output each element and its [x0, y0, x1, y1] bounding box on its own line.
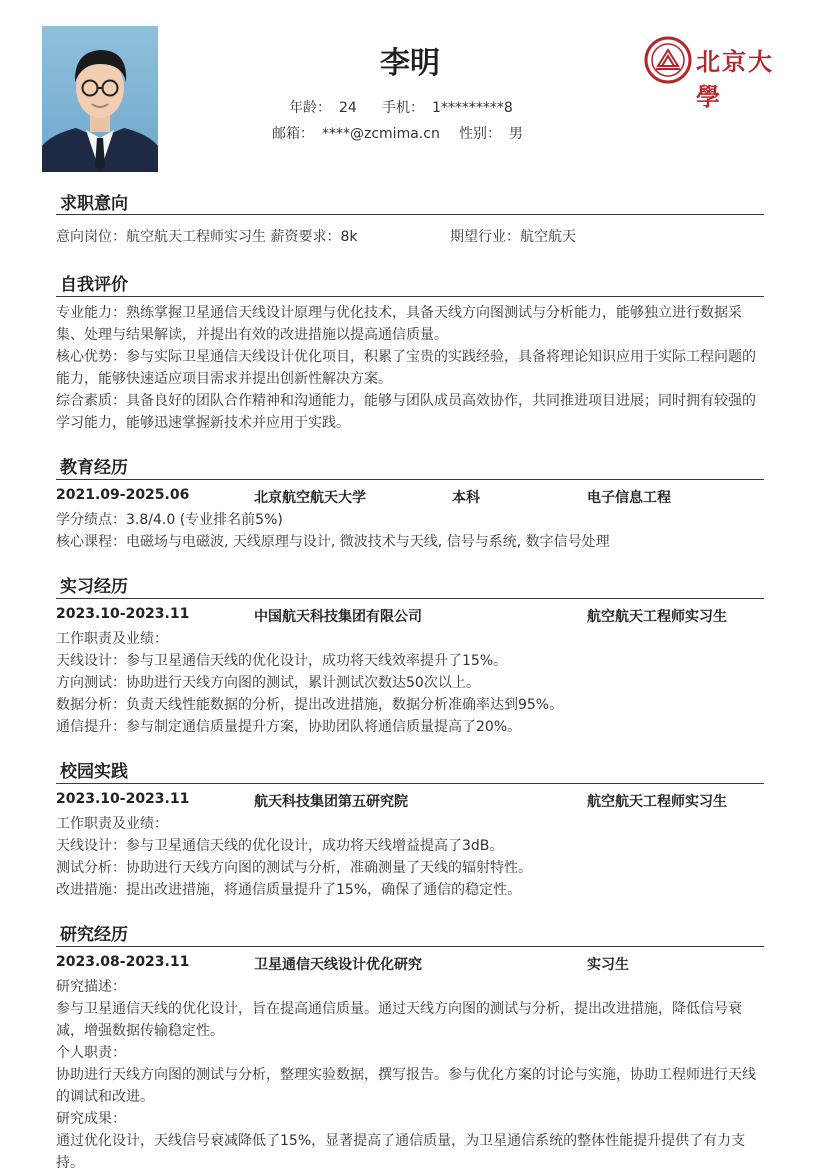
- gender-field: [459, 123, 523, 143]
- phone-value: 1*********8: [432, 100, 513, 116]
- salary-value: 8k: [340, 229, 358, 245]
- internship-line: 通信提升：参与制定通信质量提升方案，协助团队将通信质量提高了20%。: [56, 719, 522, 735]
- research-role: 实习生: [587, 957, 629, 973]
- research-desc-label: 研究描述：: [56, 979, 126, 995]
- age-field: [289, 97, 357, 117]
- section-divider: [56, 479, 764, 480]
- research-project: 卫星通信天线设计优化研究: [254, 957, 422, 973]
- internship-company: 中国航天科技集团有限公司: [254, 609, 422, 625]
- section-divider: [56, 214, 764, 215]
- campus-org: 航天科技集团第五研究院: [254, 794, 408, 810]
- section-title-intent: 求职意向: [60, 194, 128, 214]
- campus-line: 测试分析：协助进行天线方向图的测试与分析，准确测量了天线的辐射特性。: [56, 860, 532, 876]
- research-result-label: 研究成果：: [56, 1111, 126, 1127]
- university-logo: [644, 36, 796, 111]
- self-eval-item: 专业能力：熟练掌握卫星通信天线设计原理与优化技术，具备天线方向图测试与分析能力，能够独立进行数据采集、处理与结果解读，并提出有效的改进措施以提高通信质量。: [56, 305, 742, 343]
- gender-value: 男: [509, 126, 523, 142]
- internship-line: 工作职责及业绩：: [56, 631, 168, 647]
- campus-period: 2023.10-2023.11: [56, 791, 190, 807]
- section-title-research: 研究经历: [60, 925, 128, 945]
- section-divider: [56, 296, 764, 297]
- section-divider: [56, 598, 764, 599]
- research-period: 2023.08-2023.11: [56, 954, 190, 970]
- research-desc: 参与卫星通信天线的优化设计，旨在提高通信质量。通过天线方向图的测试与分析，提出改进措施，降低信号衰减，增强数据传输稳定性。: [56, 1001, 742, 1039]
- age-value: 24: [339, 100, 357, 116]
- email-field: [272, 123, 440, 143]
- research-duty: 协助进行天线方向图的测试与分析，整理实验数据，撰写报告。参与优化方案的讨论与实施，协助工程师进行天线的调试和改进。: [56, 1067, 756, 1105]
- campus-line: 工作职责及业绩：: [56, 816, 168, 832]
- internship-line: 天线设计：参与卫星通信天线的优化设计，成功将天线效率提升了15%。: [56, 653, 508, 669]
- campus-line: 改进措施：提出改进措施，将通信质量提升了15%，确保了通信的稳定性。: [56, 882, 522, 898]
- section-divider: [56, 946, 764, 947]
- position-label: 意向岗位：: [56, 229, 126, 245]
- phone-label: 手机：: [382, 100, 424, 116]
- internship-period: 2023.10-2023.11: [56, 606, 190, 622]
- section-divider: [56, 783, 764, 784]
- industry-value: 航空航天: [520, 229, 576, 245]
- candidate-name: 李明: [380, 46, 440, 81]
- position-value: 航空航天工程师实习生: [126, 229, 266, 245]
- internship-role: 航空航天工程师实习生: [587, 609, 727, 625]
- research-duty-label: 个人职责：: [56, 1045, 126, 1061]
- phone-field: [382, 97, 513, 117]
- industry-field: [450, 226, 750, 248]
- research-result: 通过优化设计，天线信号衰减降低了15%，显著提高了通信质量，为卫星通信系统的整体性能提升提供了有力支持。: [56, 1133, 746, 1171]
- logo-text: 北京大學: [696, 47, 774, 111]
- email-label: 邮箱：: [272, 126, 314, 142]
- education-degree: 本科: [452, 490, 480, 506]
- section-title-internship: 实习经历: [60, 577, 128, 597]
- campus-line: 天线设计：参与卫星通信天线的优化设计，成功将天线增益提高了3dB。: [56, 838, 504, 854]
- university-seal-icon: [644, 36, 692, 84]
- self-eval-item: 核心优势：参与实际卫星通信天线设计优化项目，积累了宝贵的实践经验，具备将理论知识应用于实际工程问题的能力，能够快速适应项目需求并提出创新性解决方案。: [56, 349, 756, 387]
- education-gpa: 学分绩点：3.8/4.0 (专业排名前5%): [56, 512, 283, 528]
- internship-line: 方向测试：协助进行天线方向图的测试，累计测试次数达50次以上。: [56, 675, 480, 691]
- industry-label: 期望行业：: [450, 229, 520, 245]
- section-title-education: 教育经历: [60, 458, 128, 478]
- gender-label: 性别：: [459, 126, 501, 142]
- education-courses: 核心课程：电磁场与电磁波, 天线原理与设计, 微波技术与天线, 信号与系统, 数字信号处理: [56, 534, 610, 550]
- salary-label: 薪资要求：: [270, 229, 341, 245]
- email-value: ****@zcmima.cn: [322, 126, 440, 142]
- education-school: 北京航空航天大学: [254, 490, 366, 506]
- internship-line: 数据分析：负责天线性能数据的分析，提出改进措施，数据分析准确率达到95%。: [56, 697, 564, 713]
- education-period: 2021.09-2025.06: [56, 487, 190, 503]
- campus-role: 航空航天工程师实习生: [587, 794, 727, 810]
- self-eval-item: 综合素质：具备良好的团队合作精神和沟通能力，能够与团队成员高效协作，共同推进项目进展；同时拥有较强的学习能力，能够迅速掌握新技术并应用于实践。: [56, 393, 756, 431]
- education-major: 电子信息工程: [587, 490, 671, 506]
- section-title-campus: 校园实践: [60, 762, 128, 782]
- section-title-self-eval: 自我评价: [60, 275, 128, 295]
- age-label: 年龄：: [289, 100, 331, 116]
